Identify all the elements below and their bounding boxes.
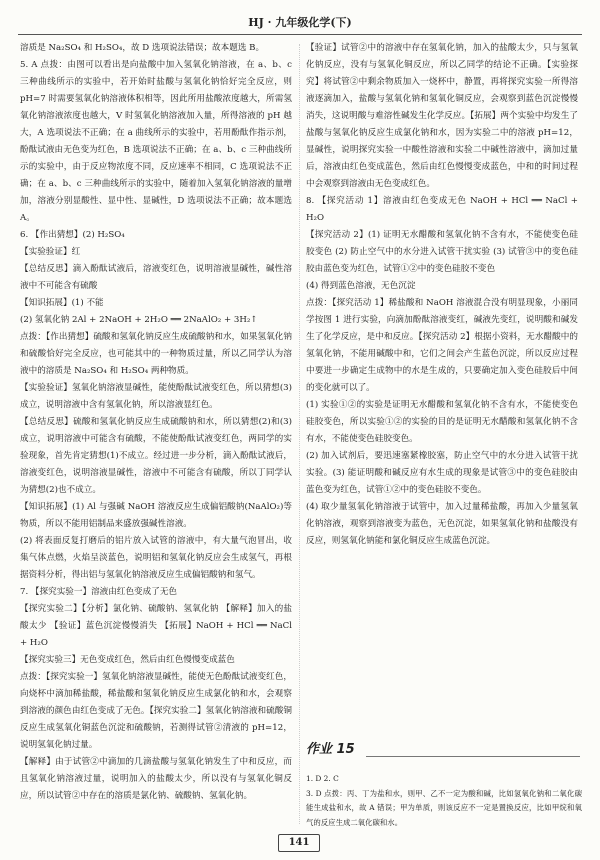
paragraph: 1. D 2. C [306, 774, 339, 783]
paragraph: 【总结反思】硫酸和氢氧化钠反应生成硫酸钠和水，所以猜想(2)和(3)成立，说明溶液中可能含有硫酸，不能使酚酞试液变红色，两同学的实验现象，首先肯定猜想(1)不成立。经过进一步分析，滴入酚酞试液后，溶液变红色，说明溶液显碱性，溶液中不可能含有硫酸，所以丁同学认为猜想(2)也不成立。 [20, 417, 292, 495]
paragraph: 【总结反思】滴入酚酞试液后，溶液变红色，说明溶液显碱性，碱性溶液中不可能含有硫酸 [20, 264, 292, 291]
paragraph: 8. 【探究活动 1】溶液由红色变成无色 NaOH + HCl ══ NaCl + H₂O [306, 196, 578, 223]
paragraph: 6. 【作出猜想】(2) H₂SO₄ [20, 230, 125, 240]
paragraph: 3. D 点拨：丙、丁为盐和水，则甲、乙不一定为酸和碱，比如氢氧化钠和二氧化碳能生成盐和水，故 A 错误；甲为单质，则该反应不一定是置换反应，比如甲烷和氧气的反应生成二氧化碳和水。 [306, 788, 582, 827]
paragraph: (4) 得到蓝色溶液，无色沉淀 [306, 281, 416, 291]
paragraph: (2) 加入试剂后，要迅速塞紧橡胶塞，防止空气中的水分进入试管干扰实验。(3) 能证明酸和碱反应有水生成的现象是试管③中的变色硅胶由蓝色变为红色，试管①②中的变色硅胶不变色。 [306, 451, 578, 495]
paragraph: 点拨：【作出猜想】硫酸和氢氧化钠反应生成硫酸钠和水，如果氢氧化钠和硫酸恰好完全反应，也可能其中的一种物质过量，所以乙同学认为溶液中的溶质是 Na₂SO₄ 和 H₂SO₄ 两种物质。 [20, 332, 292, 376]
paragraph: 点拨：【探究实验一】氢氧化钠溶液显碱性，能使无色酚酞试液变红色，向烧杯中滴加稀盐酸，稀盐酸和氢氧化钠反应生成氯化钠和水，会观察到溶液的颜色由红色变成了无色。【探究实验二】氢氧化钠溶液和硫酸铜反应生成氢氧化铜蓝色沉淀和硫酸钠，若测得试管②清液的 pH=12，说明氢氧化钠过量。 [20, 672, 292, 750]
paragraph: 【探究实验三】无色变成红色，然后由红色慢慢变成蓝色 [20, 655, 235, 665]
section-answers [306, 772, 582, 830]
paragraph: (2) 氢氧化钠 2Al + 2NaOH + 2H₂O ══ 2NaAlO₂ + 3H₂↑ [20, 315, 258, 325]
page-number: 141 [278, 834, 320, 852]
paragraph: (2) 将表面反复打磨后的铝片放入试管的溶液中，有大量气泡冒出，收集气体点燃，火焰呈淡蓝色，说明铝和氢氧化钠反应会生成氢气，再根据资料分析，得出铝与氢氧化钠溶液反应生成偏铝酸钠和氢气。 [20, 536, 292, 580]
paragraph: (1) 实验①②的实验是证明无水醋酸和氢氧化钠不含有水，不能使变色硅胶变色，所以实验①②的实验的目的是证明无水醋酸和氢氧化钠不含有水，不能使变色硅胶变色。 [306, 400, 578, 444]
paragraph: (4) 取少量氢氧化钠溶液于试管中，加入过量稀盐酸，再加入少量氢氧化钠溶液，观察到溶液变为蓝色，无色沉淀，如果氢氧化钠和盐酸没有反应，则氢氧化钠能和氯化铜反应生成蓝色沉淀。 [306, 502, 578, 546]
paragraph: 【实验验证】氢氧化钠溶液显碱性，能使酚酞试液变红色，所以猜想(3)成立，说明溶液中含有氢氧化钠，所以溶液显红色。 [20, 383, 292, 410]
section-rule [366, 756, 580, 757]
paragraph: 7. 【探究实验一】溶液由红色变成了无色 [20, 587, 178, 597]
paragraph: 点拨：【探究活动 1】稀盐酸和 NaOH 溶液混合没有明显现象，小丽同学按图 1 进行实验，向滴加酚酞溶液变红，碱液先变红，说明酸和碱发生了化学反应，是中和反应。【探究活动 2】根据小资料，无水醋酸中的氢氧化钠，不能用碱酸中和，它们之间会产生蓝色沉淀，所以反应过程中要进一步确定生成物中的水是生成的，只要确定加入变色硅胶后中间的变化就可以了。 [306, 298, 578, 393]
header-title: HJ · 九年级化学(下) [248, 16, 352, 29]
paragraph: 【验证】试管②中的溶液中存在氢氧化钠，加入的盐酸太少，只与氢氧化钠反应，没有与氢氧化铜反应，所以乙同学的结论不正确。【实验探究】将试管②中剩余物质加入一烧杯中，静置，再将探究实验一所得溶液逐滴加入，盐酸与氢氧化钠和氢氧化铜反应，会观察到蓝色沉淀慢慢消失，这说明酸与难溶性碱发生化学反应。【拓展】两个实验中均发生了盐酸与氢氧化钠反应生成氯化钠和水，因为实验二中的溶液 pH=12，显碱性，说明探究实验一中酸性溶液和实验二中碱性溶液中，滴加过量后，溶液由红色变成蓝色，然后由红色慢慢变成蓝色，中和的时间过程中会观察到溶液由无色变成红色。 [306, 43, 578, 189]
paragraph: 【探究实验二】【分析】氯化钠、硫酸钠、氢氧化钠 【解释】加入的盐酸太少 【验证】蓝色沉淀慢慢消失 【拓展】NaOH + HCl ══ NaCl + H₂O [20, 604, 292, 648]
section-title: 作业 15 [306, 742, 355, 757]
section-heading [306, 738, 582, 757]
right-column [306, 40, 578, 550]
page-header [0, 8, 600, 28]
left-column [20, 40, 292, 805]
paragraph: 【探究活动 2】(1) 证明无水醋酸和氢氧化钠不含有水，不能使变色硅胶变色 (2) 防止空气中的水分进入试管干扰实验 (3) 试管③中的变色硅胶由蓝色变为红色，试管①②中的变色硅胶不变色 [306, 230, 578, 274]
paragraph: 【解释】由于试管②中滴加的几滴盐酸与氢氧化钠发生了中和反应，而且氢氧化钠溶液过量，说明加入的盐酸太少，所以没有与氢氧化铜反应，所以试管②中存在的溶质是氯化钠、硫酸钠、氢氧化钠。 [20, 757, 292, 801]
paragraph: 溶质是 Na₂SO₄ 和 H₂SO₄，故 D 选项说法错误；故本题选 B。 [20, 43, 265, 53]
paragraph: 【实验验证】红 [20, 247, 81, 257]
header-rule [18, 34, 582, 35]
paragraph: 【知识拓展】(1) Al 与强碱 NaOH 溶液反应生成偏铝酸钠(NaAlO₂)等物质，所以不能用铝制品来盛放强碱性溶液。 [20, 502, 292, 529]
paragraph: 【知识拓展】(1) 不能 [20, 298, 104, 308]
column-divider [299, 44, 300, 824]
paragraph: 5. A 点拨：由图可以看出是向盐酸中加入氢氧化钠溶液，在 a、b、c 三种曲线所示的实验中，若开始时盐酸与氢氧化钠恰好完全反应，则 pH=7 时需要氢氧化钠溶液体积相等，因此所用盐酸浓度越大，所需氢氧化钠溶液浓度也越大，V 时氢氧化钠溶液加入量，所得溶液的 pH 越大，A 选项说法不正确；在 a 曲线所示的实验中，若用酚酞作指示剂，酚酞试液由无色变为红色，B 选项说法不正确；在 a、b、c 三种曲线所示的实验中，由于反应物浓度不同，反应速率不相同，C 选项说法不正确；在 a、b、c 三种曲线所示的实验中，随着加入氢氧化钠溶液的量增加，溶液分别显酸性、显中性、显碱性，D 选项说法不正确；故本题选 A。 [20, 60, 292, 223]
